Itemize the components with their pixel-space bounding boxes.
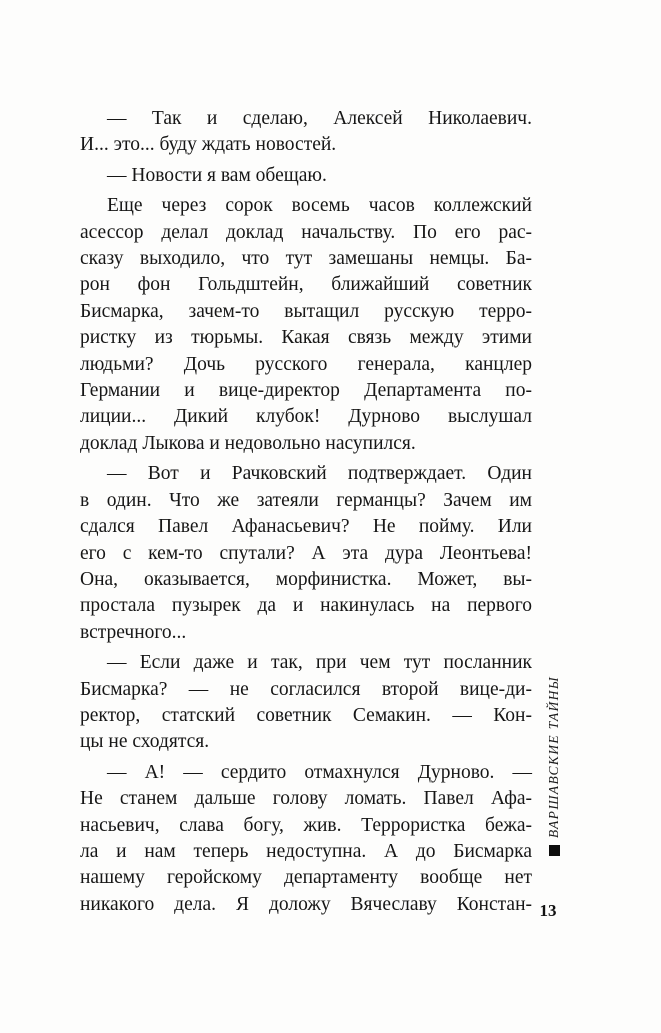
text-line: И... это... буду ждать новостей. bbox=[80, 134, 337, 156]
text-line: ристку из тюрьмы. Какая связь между этими bbox=[80, 327, 532, 349]
text-line: Она, оказывается, морфинистка. Может, вы- bbox=[80, 568, 532, 590]
paragraph bbox=[80, 760, 532, 918]
running-title bbox=[544, 676, 564, 856]
text-line: — Так и сделаю, Алексей Николаевич. bbox=[107, 108, 532, 129]
text-line: — А! — сердито отмахнулся Дурново. — bbox=[107, 761, 532, 783]
text-line: людьми? Дочь русского генерала, канцлер bbox=[80, 353, 532, 375]
text-line: встречного... bbox=[80, 621, 187, 643]
text-line: рон фон Гольдштейн, ближайший советник bbox=[80, 274, 532, 296]
text-line: Германии и вице-директор Департамента по- bbox=[80, 380, 532, 402]
text-line: простала пузырек да и накинулась на первого bbox=[80, 595, 532, 617]
paragraph bbox=[80, 106, 532, 159]
text-line: лиции... Дикий клубок! Дурново выслушал bbox=[80, 406, 532, 428]
text-line: — Вот и Рачковский подтверждает. Один bbox=[107, 463, 532, 485]
body-text bbox=[80, 106, 532, 918]
text-line: его с кем-то спутали? А эта дура Леонтьева! bbox=[80, 542, 532, 564]
text-line: в один. Что же затеяли германцы? Зачем им bbox=[80, 489, 532, 511]
text-line: Бисмарка? — не согласился второй вице-ди- bbox=[80, 678, 532, 700]
text-line: Бисмарка, зачем-то вытащил русскую терро- bbox=[80, 300, 532, 322]
paragraph bbox=[80, 650, 532, 756]
text-line: — Если даже и так, при чем тут посланник bbox=[107, 652, 532, 674]
text-line: никакого дела. Я доложу Вячеславу Констан- bbox=[80, 893, 532, 915]
text-line: асессор делал доклад начальству. По его рас- bbox=[80, 221, 532, 243]
text-line: сдался Павел Афанасьевич? Не пойму. Или bbox=[80, 516, 532, 538]
running-title-text: ВАРШАВСКИЕ ТАЙНЫ bbox=[546, 676, 561, 839]
paragraph bbox=[80, 461, 532, 646]
paragraph bbox=[80, 163, 532, 189]
text-line: сказу выходило, что тут замешаны немцы. Ба- bbox=[80, 248, 532, 270]
text-line: цы не сходятся. bbox=[80, 731, 210, 753]
text-line: Еще через сорок восемь часов коллежский bbox=[107, 195, 532, 217]
text-line: доклад Лыкова и недовольно насупился. bbox=[80, 432, 416, 454]
text-line: нашему геройскому департаменту вообще нет bbox=[80, 867, 532, 889]
text-line: — Новости я вам обещаю. bbox=[107, 164, 327, 186]
text-line: ректор, статский советник Семакин. — Кон- bbox=[80, 704, 532, 726]
text-line: ла и нам теперь недоступна. А до Бисмарка bbox=[80, 840, 532, 862]
page-number: 13 bbox=[539, 901, 557, 920]
section-square-marker-icon bbox=[549, 845, 560, 856]
paragraph bbox=[80, 193, 532, 457]
text-line: насьевич, слава богу, жив. Террористка бежа- bbox=[80, 814, 532, 836]
text-line: Не станем дальше голову ломать. Павел Афа- bbox=[80, 788, 532, 810]
